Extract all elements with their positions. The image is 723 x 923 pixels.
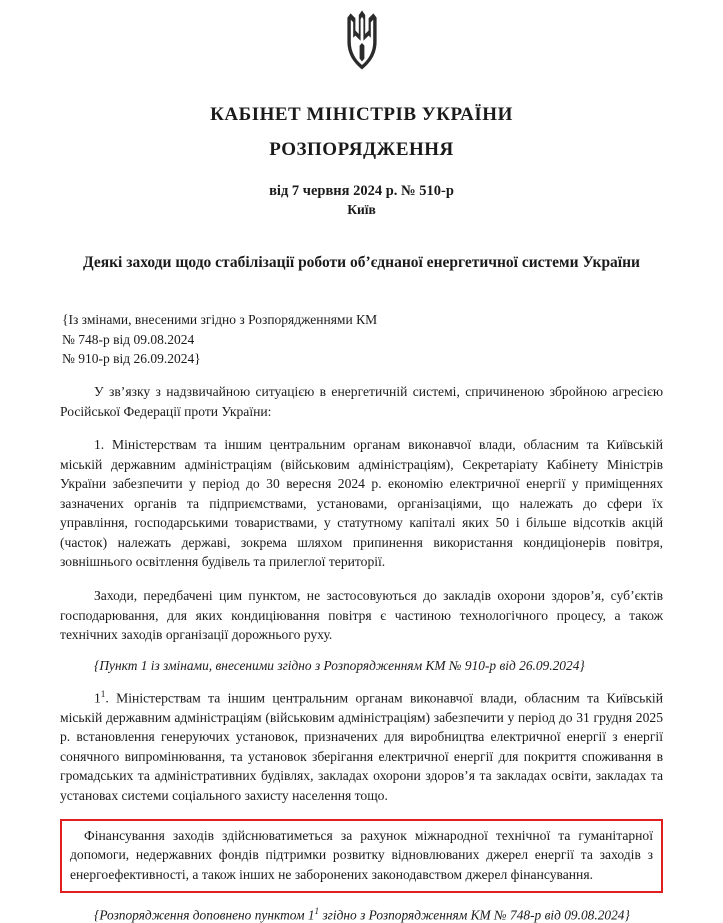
highlighted-funding-paragraph-box: [60, 819, 663, 893]
paragraph-item-1-amendment: {Пункт 1 із змінами, внесеними згідно з Розпорядженням КМ № 910-р від 26.09.2024}: [94, 657, 585, 673]
emblem-container: [60, 0, 663, 72]
paragraph-footer-amendment: [60, 906, 663, 923]
paragraph-intro: У зв’язку з надзвичайною ситуацією в енергетичній системі, спричиненою збройною агресією Російської Федерації проти України:: [60, 383, 663, 419]
document-type-title: РОЗПОРЯДЖЕННЯ: [269, 139, 454, 160]
document-authority-title: КАБІНЕТ МІНІСТРІВ УКРАЇНИ: [210, 104, 513, 125]
ukraine-trident-emblem: [340, 10, 384, 70]
highlighted-funding-paragraph: Фінансування заходів здійснюватиметься за рахунок міжнародної технічної та гуманітарної допомоги, недержавних фондів підтримки розвитку відновлюваних джерел енергії та заходів з енергоефективності, а також інших не заборонених законодавством джерел фінансування.: [70, 827, 653, 882]
item-number-prefix: 1: [94, 690, 101, 706]
item-number-superscript: 1: [100, 688, 106, 699]
document-date-number: від 7 червня 2024 р. № 510-р: [269, 183, 454, 199]
footer-superscript: 1: [314, 905, 320, 916]
paragraph-item-1-1: [60, 688, 663, 806]
footer-prefix: {Розпорядження доповнено пунктом 1: [94, 907, 315, 923]
document-heading: Деякі заходи щодо стабілізації роботи об’єднаної енергетичної системи України: [83, 254, 640, 271]
footer-suffix: згідно з Розпорядженням КМ № 748-р від 09.08.2024}: [319, 907, 630, 923]
paragraph-item-1: 1. Міністерствам та іншим центральним органам виконавчої влади, обласним та Київській міській державним адміністраціям (військовим адміністраціям), Секретаріату Кабінету Міністрів України забезпечити у період до 30 вересня 2024 р. економію електричної енергії у приміщеннях зазначених органів та підприємствами, установами, організаціями, що належать до сфери їх управління, господарськими товариствами, у статутному капіталі яких 50 і більше відсотків акцій (часток) належать державі, зокрема шляхом припинення використання кондиціонерів повітря, зовнішнього освітлення будівель та прилеглої території.: [60, 437, 663, 570]
amendment-line-2: № 748-р від 09.08.2024: [62, 331, 195, 347]
item-1-1-text: . Міністерствам та іншим центральним органам виконавчої влади, обласним та Київській міській державним адміністраціям (військовим адміністраціям) забезпечити у період до 31 грудня 2025 р. встановлення генеруючих установок, призначених для виробництва електричної енергії з енергії сонячного випромінювання, та установок зберігання електричної енергії для покриття споживання в громадських та адміністративних будівлях, закладах охорони здоров’я та закладах освіти, закладах та установах системи соціального захисту населення тощо.: [60, 690, 663, 804]
document-city: Київ: [347, 202, 376, 217]
amendments-note: [60, 310, 663, 367]
amendment-line-3: № 910-р від 26.09.2024}: [62, 350, 201, 366]
paragraph-item-1-note: Заходи, передбачені цим пунктом, не застосовуються до закладів охорони здоров’я, суб’єктів господарювання, для яких кондиціювання повітря є частиною технологічного процесу, а також технічних заходів організації дорожнього руху.: [60, 588, 663, 643]
amendment-line-1: {Із змінами, внесеними згідно з Розпорядженнями КМ: [62, 312, 378, 328]
